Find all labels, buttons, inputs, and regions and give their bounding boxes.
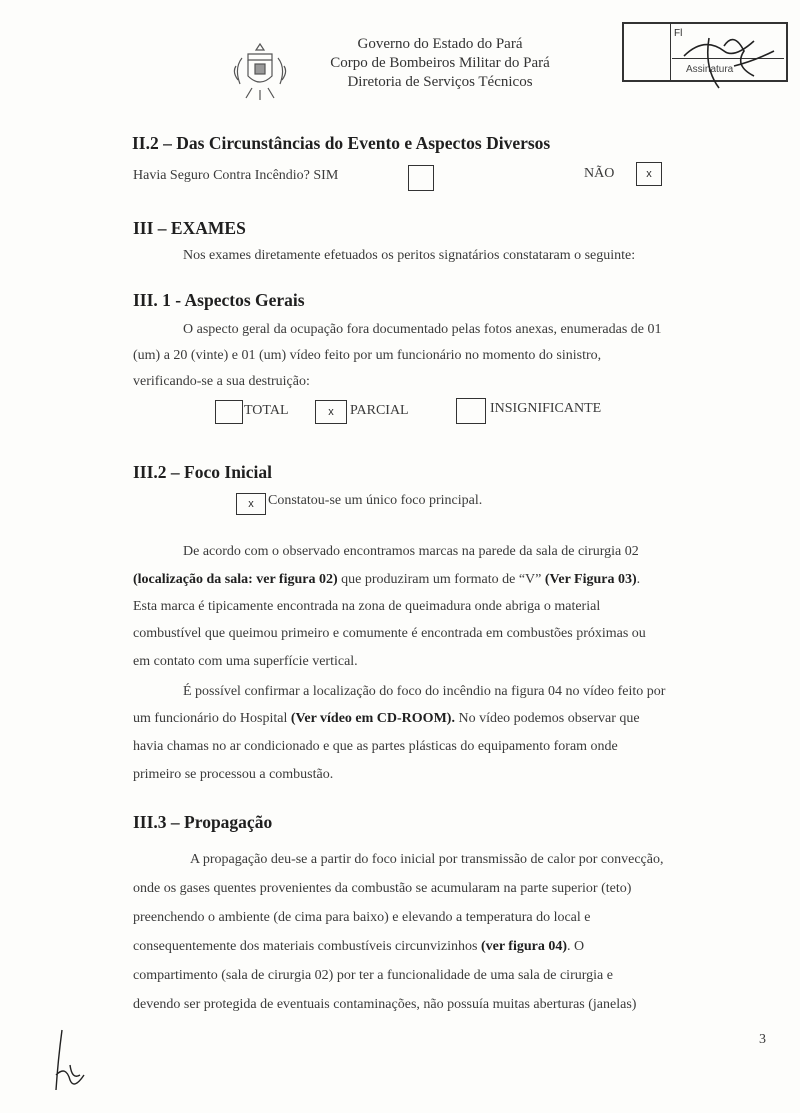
stamp-fl-label: Fl xyxy=(674,28,683,39)
propagation-line5: compartimento (sala de cirurgia 02) por ter a funcionalidade de uma sala de cirurgia e xyxy=(133,968,613,983)
propagation-line4-end: . O xyxy=(567,939,585,954)
focus-p2-line1: É possível confirmar a localização do foco do incêndio na figura 04 no vídeo feito por xyxy=(183,684,666,699)
focus-p1-line1: De acordo com o observado encontramos marcas na parede da sala de cirurgia 02 xyxy=(183,544,639,559)
aspects-line-3: verificando-se a sua destruição: xyxy=(133,374,310,389)
focus-p1-text: que produziram um formato de “V” xyxy=(337,572,545,587)
stamp-signature-label: Assinatura xyxy=(686,64,734,75)
focus-p2-line2 xyxy=(133,707,768,732)
insurance-question xyxy=(133,168,338,184)
focus-p2-line3: havia chamas no ar condicionado e que as partes plásticas do equipamento foram onde xyxy=(133,739,618,754)
section-ii2-title: II.2 – Das Circunstâncias do Evento e Aspectos Diversos xyxy=(132,133,551,153)
aspects-line-1: O aspecto geral da ocupação fora documentado pelas fotos anexas, enumeradas de 01 xyxy=(183,322,662,337)
total-checkbox[interactable] xyxy=(215,400,243,424)
insignificante-label: INSIGNIFICANTE xyxy=(490,401,602,416)
aspects-line-2: (um) a 20 (vinte) e 01 (um) vídeo feito por um funcionário no momento do sinistro, xyxy=(133,348,602,363)
header-directorate: Diretoria de Serviços Técnicos xyxy=(347,74,533,90)
focus-p1-bold-fig3: (Ver Figura 03) xyxy=(544,572,637,587)
propagation-line1: A propagação deu-se a partir do foco inicial por transmissão de calor por convecção, xyxy=(190,852,664,867)
insignificante-checkbox[interactable] xyxy=(456,398,486,424)
propagation-line2: onde os gases quentes provenientes da combustão se acumularam na parte superior (teto) xyxy=(133,881,632,896)
single-focus-checkbox[interactable]: x xyxy=(236,493,266,515)
exams-intro: Nos exames diretamente efetuados os peritos signatários constataram o seguinte: xyxy=(183,248,636,263)
parcial-checkbox[interactable]: x xyxy=(315,400,347,424)
sim-label: SIM xyxy=(313,168,339,183)
parcial-label: PARCIAL xyxy=(350,403,409,418)
total-label: TOTAL xyxy=(244,403,289,418)
focus-p1-end: . xyxy=(636,572,641,587)
focus-p1-line3: Esta marca é tipicamente encontrada na zona de queimadura onde abriga o material xyxy=(133,599,601,614)
header-fire-department: Corpo de Bombeiros Militar do Pará xyxy=(330,55,550,71)
single-focus-label: Constatou-se um único foco principal. xyxy=(268,493,483,508)
propagation-line4-text: consequentemente dos materiais combustíveis circunvizinhos xyxy=(133,939,481,954)
coat-of-arms-icon xyxy=(228,40,292,104)
insurance-question-text: Havia Seguro Contra Incêndio? xyxy=(133,168,310,183)
header-government: Governo do Estado do Pará xyxy=(357,36,523,52)
section-iii3-title: III.3 – Propagação xyxy=(133,812,273,832)
handwritten-signature-icon xyxy=(664,26,784,106)
section-iii2-title: III.2 – Foco Inicial xyxy=(133,462,273,482)
propagation-line3: preenchendo o ambiente (de cima para baixo) e elevando a temperatura do local e xyxy=(133,910,591,925)
nao-label: NÃO xyxy=(584,166,615,181)
propagation-bold-fig4: (ver figura 04) xyxy=(480,939,568,954)
focus-p1-line4: combustível que queimou primeiro e comumente é encontrada em combustões próximas ou xyxy=(133,626,646,641)
propagation-line6: devendo ser protegida de eventuais contaminações, não possuía muitas aberturas (janelas) xyxy=(133,997,637,1012)
focus-p1-bold-room: (localização da sala: ver figura 02) xyxy=(133,572,338,587)
sim-checkbox[interactable] xyxy=(408,165,434,191)
focus-p1-line2 xyxy=(133,568,768,593)
margin-initial-signature-icon xyxy=(40,1025,100,1105)
focus-p2-end: No vídeo podemos observar que xyxy=(454,711,640,726)
section-iii1-title: III. 1 - Aspectos Gerais xyxy=(133,290,305,310)
section-iii-title: III – EXAMES xyxy=(133,218,246,238)
focus-p1-line5: em contato com uma superfície vertical. xyxy=(133,654,358,669)
focus-p2-line4: primeiro se processou a combustão. xyxy=(133,767,334,782)
signature-stamp xyxy=(622,22,788,82)
page-number: 3 xyxy=(759,1032,766,1047)
focus-p2-text: um funcionário do Hospital xyxy=(133,711,291,726)
propagation-line4 xyxy=(133,935,768,960)
nao-checkbox[interactable]: x xyxy=(636,162,662,186)
focus-p2-bold-video: (Ver vídeo em CD-ROOM). xyxy=(290,711,455,726)
